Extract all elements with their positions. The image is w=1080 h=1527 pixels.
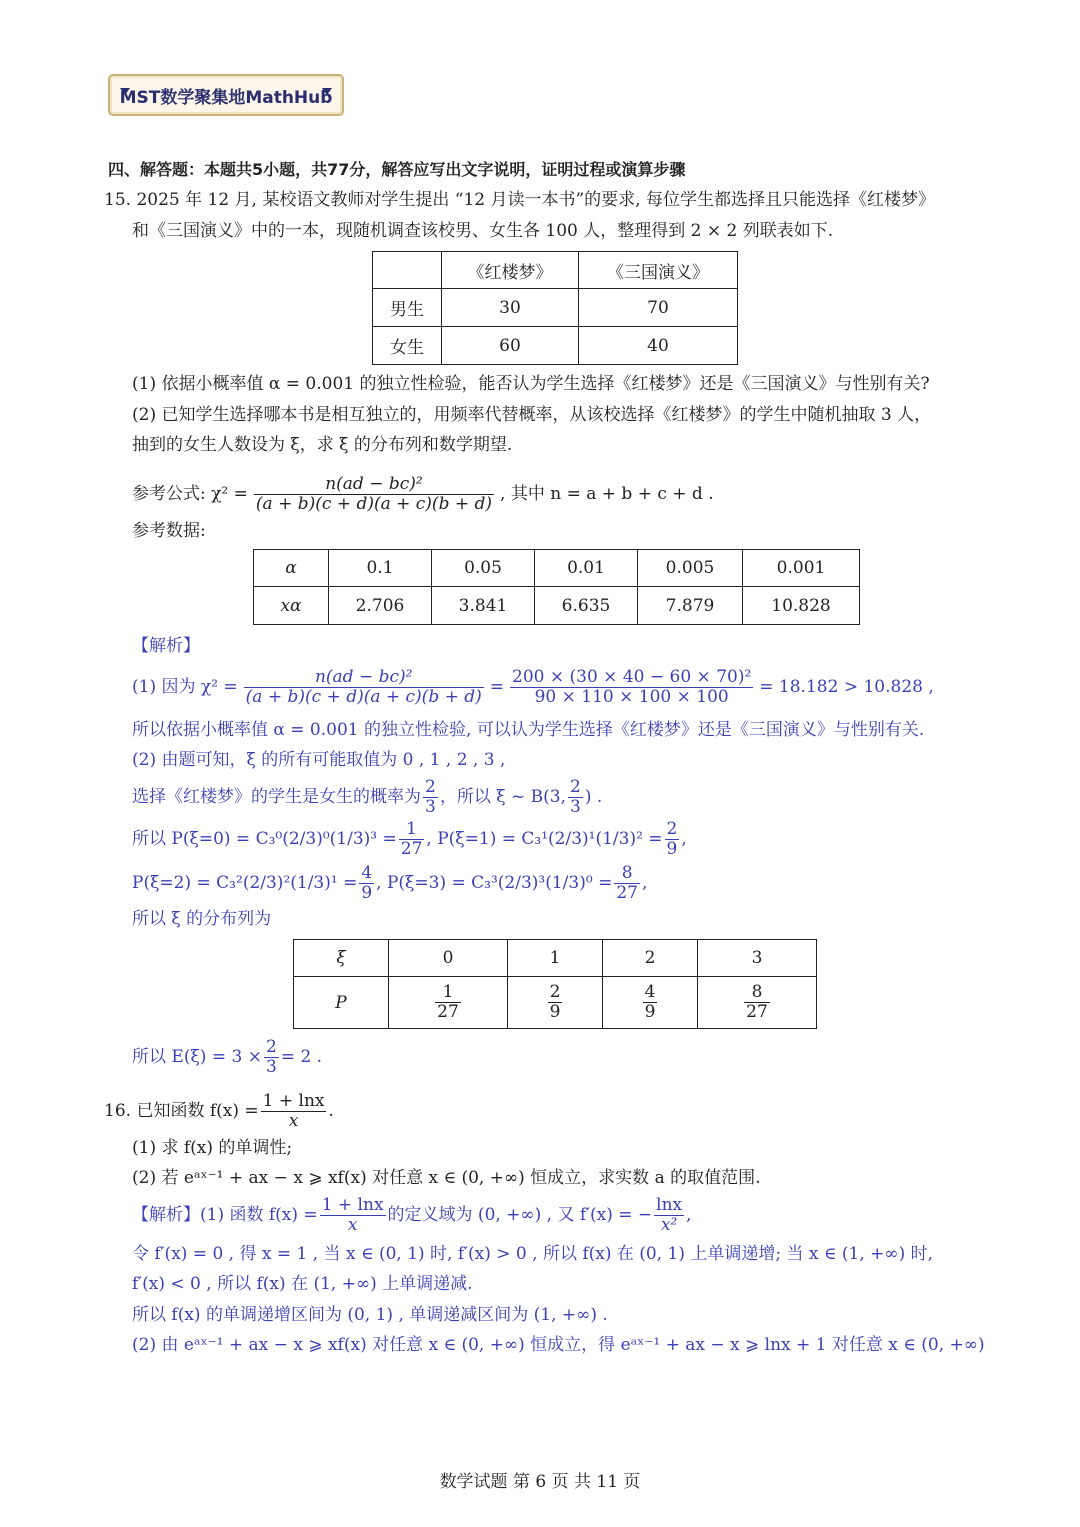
solution-label: 【解析】 xyxy=(132,636,200,656)
frac-denominator: 27 xyxy=(400,838,423,859)
frac-numerator: n(ad − bc)² xyxy=(244,668,484,688)
table-cell: 1 xyxy=(508,940,603,977)
text: = 2 . xyxy=(280,1047,323,1067)
frac-denominator: 27 xyxy=(437,1002,459,1022)
frac-numerator: 8 xyxy=(744,983,770,1003)
text: 所以 P(ξ=0) = C₃⁰(2/3)⁰(1/3)³ = xyxy=(132,829,397,849)
q15-part2a: (2) 已知学生选择哪本书是相互独立的，用频率代替概率，从该校选择《红楼梦》的学生中随机抽取 3 人， xyxy=(132,405,932,425)
frac-numerator: lnx xyxy=(656,1194,683,1215)
table-cell: 10.828 xyxy=(743,587,860,625)
table-cell: 男生 xyxy=(373,289,442,327)
frac-denominator: 9 xyxy=(549,1002,561,1022)
table-cell: P xyxy=(294,977,389,1029)
text: P(ξ=2) = C₃²(2/3)²(1/3)¹ = xyxy=(132,873,358,893)
table-cell: 女生 xyxy=(373,327,442,365)
table-cell: 0.001 xyxy=(743,550,860,587)
badge-text: MST数学聚集地MathHub xyxy=(119,88,333,108)
frac-numerator: 4 xyxy=(361,862,373,883)
frac-denominator: x xyxy=(347,1214,358,1235)
frac-denominator: 90 × 110 × 100 × 100 xyxy=(534,686,729,707)
text: 16. 已知函数 f(x) = xyxy=(104,1101,259,1121)
table-cell: 6.635 xyxy=(535,587,638,625)
text: 【解析】(1) 函数 f(x) = xyxy=(132,1205,318,1225)
table-cell: 3 xyxy=(698,940,817,977)
q16-line1: 16. 已知函数 f(x) = $\frac{1 + \ln x}{x}$ . xyxy=(104,1090,334,1131)
frac-denominator: x xyxy=(288,1110,299,1131)
table-cell: 0.05 xyxy=(432,550,535,587)
frac-numerator: 2 xyxy=(549,982,561,1002)
frac-denominator: 9 xyxy=(644,1002,656,1022)
table-cell xyxy=(389,977,508,1029)
frac-numerator: 8 xyxy=(614,864,640,884)
frac-denominator: 9 xyxy=(666,838,678,859)
q16-part2: (2) 若 eᵃˣ⁻¹ + ax − x ⩾ xf(x) 对任意 x ∈ (0, +∞) 恒成立，求实数 a 的取值范围. xyxy=(132,1168,761,1188)
text: , P(ξ=3) = C₃³(2/3)³(1/3)⁰ = xyxy=(376,873,613,893)
sol15-line6: P(ξ=2) = C₃²(2/3)²(1/3)¹ = $\frac{4}{9}$ , P(ξ=3) = C₃³(2/3)³(1/3)⁰ = $\frac{8}{27}$ , xyxy=(132,862,648,903)
sol15-expectation xyxy=(132,1036,322,1078)
frac-numerator: 1 xyxy=(399,820,425,840)
distribution-table xyxy=(293,939,817,1029)
q16-solution-line5: (2) 由 eᵃˣ⁻¹ + ax − x ⩾ xf(x) 对任意 x ∈ (0, +∞) 恒成立，得 eᵃˣ⁻¹ + ax − x ⩾ lnx + 1 对任意 x ∈ (0, +∞) xyxy=(132,1335,985,1355)
sol15-line1 xyxy=(132,664,934,710)
table-cell: 3.841 xyxy=(432,587,535,625)
section-title: 四、解答题：本题共5小题，共77分，解答应写出文字说明，证明过程或演算步骤 xyxy=(108,160,686,179)
table-cell: 0.1 xyxy=(329,550,432,587)
triangle-icon xyxy=(322,88,332,95)
table-cell xyxy=(603,977,698,1029)
table-cell xyxy=(373,252,442,289)
table-cell: 70 xyxy=(579,289,738,327)
contingency-table xyxy=(372,251,738,365)
table-cell: 2.706 xyxy=(329,587,432,625)
q15-part1: (1) 依据小概率值 α = 0.001 的独立性检验，能否认为学生选择《红楼梦》还是《三国演义》与性别有关? xyxy=(132,374,930,394)
frac-denominator: 27 xyxy=(746,1002,768,1022)
table-cell: 7.879 xyxy=(638,587,743,625)
table-cell: α xyxy=(254,550,329,587)
frac-denominator: 9 xyxy=(361,882,373,903)
frac-denominator: x² xyxy=(660,1214,678,1235)
table-cell: 2 xyxy=(603,940,698,977)
frac-numerator: 4 xyxy=(644,982,656,1002)
table-cell: 30 xyxy=(442,289,579,327)
table-cell: 40 xyxy=(579,327,738,365)
table-cell xyxy=(508,977,603,1029)
text: , P(ξ=1) = C₃¹(2/3)¹(1/3)² = xyxy=(426,829,663,849)
q15-line1: 15. 2025 年 12 月, 某校语文教师对学生提出 “12 月读一本书”的要求, 每位学生都选择且只能选择《红楼梦》 xyxy=(104,190,935,210)
text: 的定义域为 (0, +∞) , 又 f′(x) = − xyxy=(387,1205,653,1225)
frac-denominator: 3 xyxy=(570,796,581,817)
frac-denominator: 3 xyxy=(265,1056,277,1077)
table-header: 《红楼梦》 xyxy=(442,252,579,289)
text: = xyxy=(489,677,505,697)
text: (1) 因为 χ² = xyxy=(132,677,238,697)
table-cell: 60 xyxy=(442,327,579,365)
q16-solution-line2: 令 f′(x) = 0 , 得 x = 1 , 当 x ∈ (0, 1) 时, f′(x) > 0 , 所以 f(x) 在 (0, 1) 上单调递增; 当 x ∈ (1, +∞) 时, xyxy=(132,1244,934,1264)
sol15-line4 xyxy=(132,776,602,818)
text: 选择《红楼梦》的学生是女生的概率为 xyxy=(132,787,421,807)
frac-denominator: (a + b)(c + d)(a + c)(b + d) xyxy=(245,686,482,707)
text: 所以 E(ξ) = 3 × xyxy=(132,1047,262,1067)
frac-denominator: 3 xyxy=(425,796,436,817)
sol15-line5: 所以 P(ξ=0) = C₃⁰(2/3)⁰(1/3)³ = $\frac{1}{27}$ , P(ξ=1) = C₃¹(2/3)¹(1/3)² = $\frac{2}{9}$ , xyxy=(132,818,687,859)
table-cell: 0.005 xyxy=(638,550,743,587)
critical-value-table xyxy=(253,549,860,625)
q16-solution-line3: f′(x) < 0 , 所以 f(x) 在 (1, +∞) 上单调递减. xyxy=(132,1274,473,1294)
frac-numerator: 2 xyxy=(425,776,436,797)
table-cell: ξ xyxy=(294,940,389,977)
q15-part2b: 抽到的女生人数设为 ξ，求 ξ 的分布列和数学期望. xyxy=(132,435,513,455)
q15-line2: 和《三国演义》中的一本，现随机调查该校男、女生各 100 人，整理得到 2 × 2 列联表如下. xyxy=(132,221,834,241)
text: ) . xyxy=(584,787,603,807)
q16-solution-line4: 所以 f(x) 的单调递增区间为 (0, 1) , 单调递减区间为 (1, +∞) . xyxy=(132,1305,608,1325)
table-cell xyxy=(698,977,817,1029)
ref-data-label: 参考数据: xyxy=(132,521,206,541)
formula-suffix: , 其中 n = a + b + c + d . xyxy=(500,484,714,504)
frac-denominator: 27 xyxy=(616,882,638,903)
table-cell: 0.01 xyxy=(535,550,638,587)
frac-numerator: 2 xyxy=(570,776,581,797)
frac-numerator: 1 + lnx xyxy=(321,1194,384,1215)
table-cell: 0 xyxy=(389,940,508,977)
frac-numerator: 200 × (30 × 40 − 60 × 70)² xyxy=(512,666,752,687)
q16-solution-line1: 【解析】(1) 函数 f(x) = $\frac{1 + \ln x}{x}$ 的定义域为 (0, +∞) , 又 f′(x) = − $\frac{\ln x}{\text{x²}}$ , xyxy=(132,1194,692,1235)
sol15-line2: 所以依据小概率值 α = 0.001 的独立性检验, 可以认为学生选择《红楼梦》还是《三国演义》与性别有关. xyxy=(132,720,925,740)
formula-numerator: n(ad − bc)² xyxy=(254,475,494,495)
sol15-line7: 所以 ξ 的分布列为 xyxy=(132,909,272,929)
brand-badge xyxy=(108,74,344,116)
text: ，所以 ξ ~ B(3, xyxy=(439,787,566,807)
reference-formula xyxy=(132,474,714,514)
table-cell: xα xyxy=(254,587,329,625)
frac-numerator: 1 xyxy=(435,983,461,1003)
q16-part1: (1) 求 f(x) 的单调性; xyxy=(132,1138,293,1158)
page-footer: 数学试题 第 6 页 共 11 页 xyxy=(439,1472,641,1492)
table-header: 《三国演义》 xyxy=(579,252,738,289)
frac-numerator: 2 xyxy=(265,1036,277,1057)
text: = 18.182 > 10.828 , xyxy=(759,677,934,697)
frac-numerator: 1 + lnx xyxy=(262,1090,325,1111)
sol15-line3: (2) 由题可知，ξ 的所有可能取值为 0 , 1 , 2 , 3 , xyxy=(132,750,506,770)
formula-denominator: (a + b)(c + d)(a + c)(b + d) xyxy=(255,493,493,514)
frac-numerator: 2 xyxy=(666,818,678,839)
formula-prefix: 参考公式: χ² = xyxy=(132,484,248,504)
